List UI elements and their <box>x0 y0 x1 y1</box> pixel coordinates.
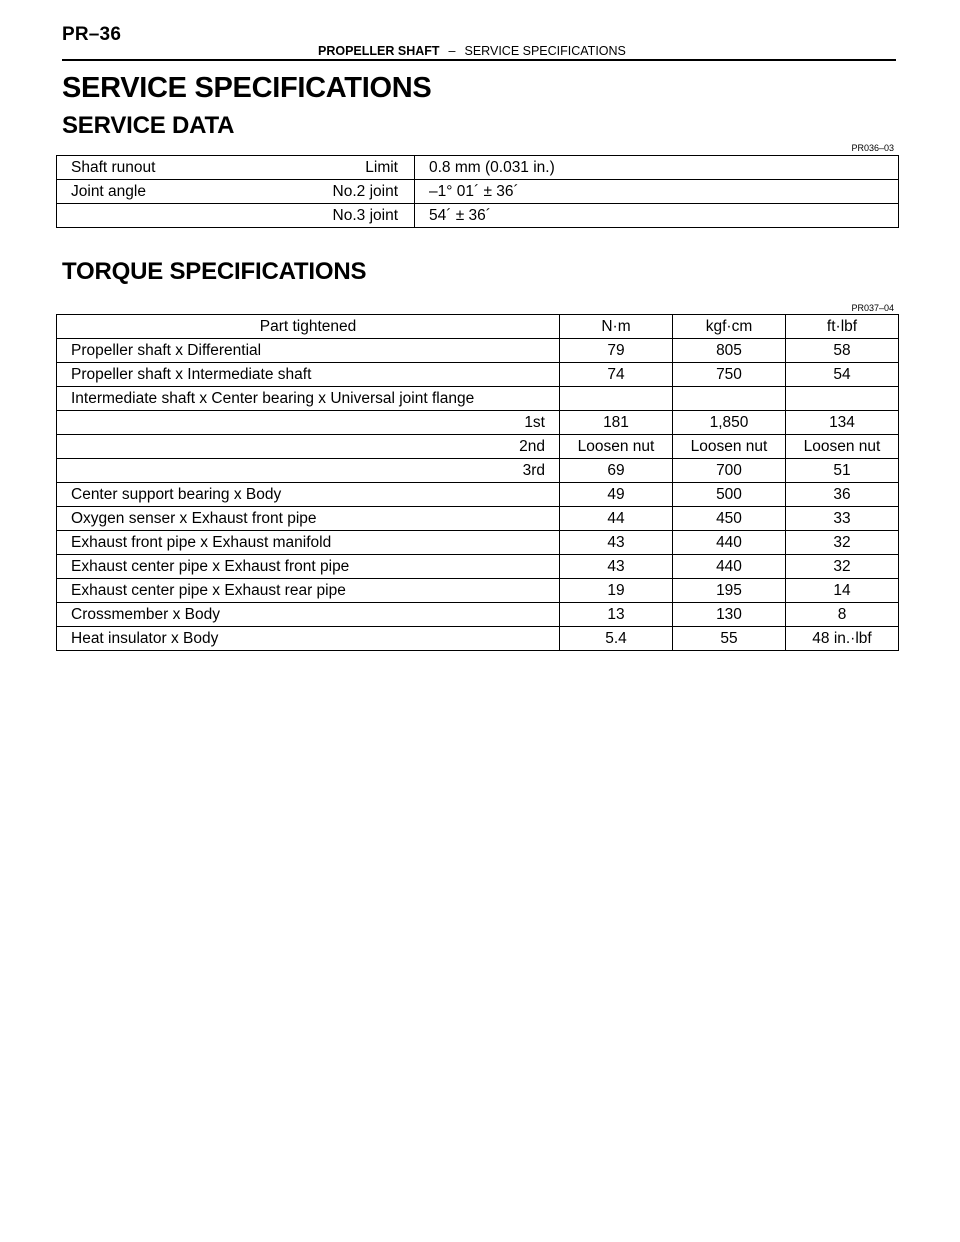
service-data-item <box>57 204 237 228</box>
torque-value-kgfcm: 450 <box>673 507 786 531</box>
torque-row <box>57 531 899 555</box>
torque-part: Heat insulator x Body <box>57 627 560 651</box>
torque-value-nm: 5.4 <box>560 627 673 651</box>
torque-value-kgfcm: 195 <box>673 579 786 603</box>
service-data-heading: SERVICE DATA <box>62 112 235 139</box>
page-title: SERVICE SPECIFICATIONS <box>62 72 432 104</box>
torque-part: Center support bearing x Body <box>57 483 560 507</box>
header-section: PROPELLER SHAFT <box>318 44 440 58</box>
torque-value-nm: 79 <box>560 339 673 363</box>
torque-value-kgfcm: 440 <box>673 531 786 555</box>
torque-value-ftlbf: 8 <box>786 603 899 627</box>
running-header <box>318 44 626 58</box>
header-separator: – <box>448 44 456 58</box>
service-data-condition: No.3 joint <box>237 204 415 228</box>
torque-value-nm: 181 <box>560 411 673 435</box>
service-data-row <box>57 204 899 228</box>
torque-value-ftlbf <box>786 387 899 411</box>
torque-part: Propeller shaft x Differential <box>57 339 560 363</box>
torque-value-ftlbf: 14 <box>786 579 899 603</box>
torque-part: Exhaust center pipe x Exhaust rear pipe <box>57 579 560 603</box>
torque-part: Exhaust front pipe x Exhaust manifold <box>57 531 560 555</box>
torque-value-nm: 69 <box>560 459 673 483</box>
torque-value-kgfcm: 130 <box>673 603 786 627</box>
torque-header-row <box>57 315 899 339</box>
torque-value-kgfcm: 750 <box>673 363 786 387</box>
torque-value-kgfcm: 1,850 <box>673 411 786 435</box>
torque-row <box>57 387 899 411</box>
torque-value-kgfcm: 700 <box>673 459 786 483</box>
service-data-code: PR036–03 <box>851 143 894 153</box>
service-data-condition: No.2 joint <box>237 180 415 204</box>
torque-row <box>57 555 899 579</box>
torque-part: Intermediate shaft x Center bearing x Universal joint flange <box>57 387 560 411</box>
torque-value-nm: 74 <box>560 363 673 387</box>
torque-value-ftlbf: 36 <box>786 483 899 507</box>
torque-row <box>57 627 899 651</box>
torque-row <box>57 339 899 363</box>
torque-column-header: N·m <box>560 315 673 339</box>
torque-value-nm <box>560 387 673 411</box>
torque-row <box>57 507 899 531</box>
torque-value-ftlbf: 32 <box>786 555 899 579</box>
torque-value-nm: 13 <box>560 603 673 627</box>
torque-value-ftlbf: 134 <box>786 411 899 435</box>
torque-value-ftlbf: Loosen nut <box>786 435 899 459</box>
torque-value-kgfcm: 55 <box>673 627 786 651</box>
torque-value-nm: 44 <box>560 507 673 531</box>
torque-step: 3rd <box>57 459 560 483</box>
torque-row <box>57 411 899 435</box>
torque-value-nm: 49 <box>560 483 673 507</box>
torque-table <box>56 314 899 651</box>
torque-row <box>57 603 899 627</box>
service-data-value: 0.8 mm (0.031 in.) <box>415 156 899 180</box>
service-data-row <box>57 180 899 204</box>
torque-code: PR037–04 <box>851 303 894 313</box>
torque-row <box>57 483 899 507</box>
torque-value-ftlbf: 33 <box>786 507 899 531</box>
service-data-condition: Limit <box>237 156 415 180</box>
page-number: PR–36 <box>62 24 122 45</box>
torque-column-header: Part tightened <box>57 315 560 339</box>
service-data-table <box>56 155 899 228</box>
torque-value-kgfcm: Loosen nut <box>673 435 786 459</box>
torque-value-ftlbf: 54 <box>786 363 899 387</box>
torque-value-kgfcm: 500 <box>673 483 786 507</box>
torque-value-ftlbf: 51 <box>786 459 899 483</box>
torque-row <box>57 363 899 387</box>
torque-heading: TORQUE SPECIFICATIONS <box>62 258 367 285</box>
service-data-item: Shaft runout <box>57 156 237 180</box>
torque-value-ftlbf: 32 <box>786 531 899 555</box>
service-data-value: –1° 01´ ± 36´ <box>415 180 899 204</box>
torque-value-ftlbf: 58 <box>786 339 899 363</box>
torque-value-nm: 19 <box>560 579 673 603</box>
torque-value-nm: 43 <box>560 531 673 555</box>
service-data-item: Joint angle <box>57 180 237 204</box>
torque-row <box>57 435 899 459</box>
torque-column-header: kgf·cm <box>673 315 786 339</box>
header-rule <box>62 59 896 61</box>
torque-part: Crossmember x Body <box>57 603 560 627</box>
torque-step: 2nd <box>57 435 560 459</box>
torque-part: Exhaust center pipe x Exhaust front pipe <box>57 555 560 579</box>
header-subsection: SERVICE SPECIFICATIONS <box>464 44 626 58</box>
torque-value-nm: Loosen nut <box>560 435 673 459</box>
service-data-row <box>57 156 899 180</box>
torque-value-kgfcm: 440 <box>673 555 786 579</box>
torque-row <box>57 459 899 483</box>
torque-step: 1st <box>57 411 560 435</box>
torque-value-kgfcm: 805 <box>673 339 786 363</box>
torque-part: Propeller shaft x Intermediate shaft <box>57 363 560 387</box>
torque-column-header: ft·lbf <box>786 315 899 339</box>
torque-part: Oxygen senser x Exhaust front pipe <box>57 507 560 531</box>
torque-value-kgfcm <box>673 387 786 411</box>
torque-value-ftlbf: 48 in.·lbf <box>786 627 899 651</box>
service-data-value: 54´ ± 36´ <box>415 204 899 228</box>
torque-value-nm: 43 <box>560 555 673 579</box>
torque-row <box>57 579 899 603</box>
